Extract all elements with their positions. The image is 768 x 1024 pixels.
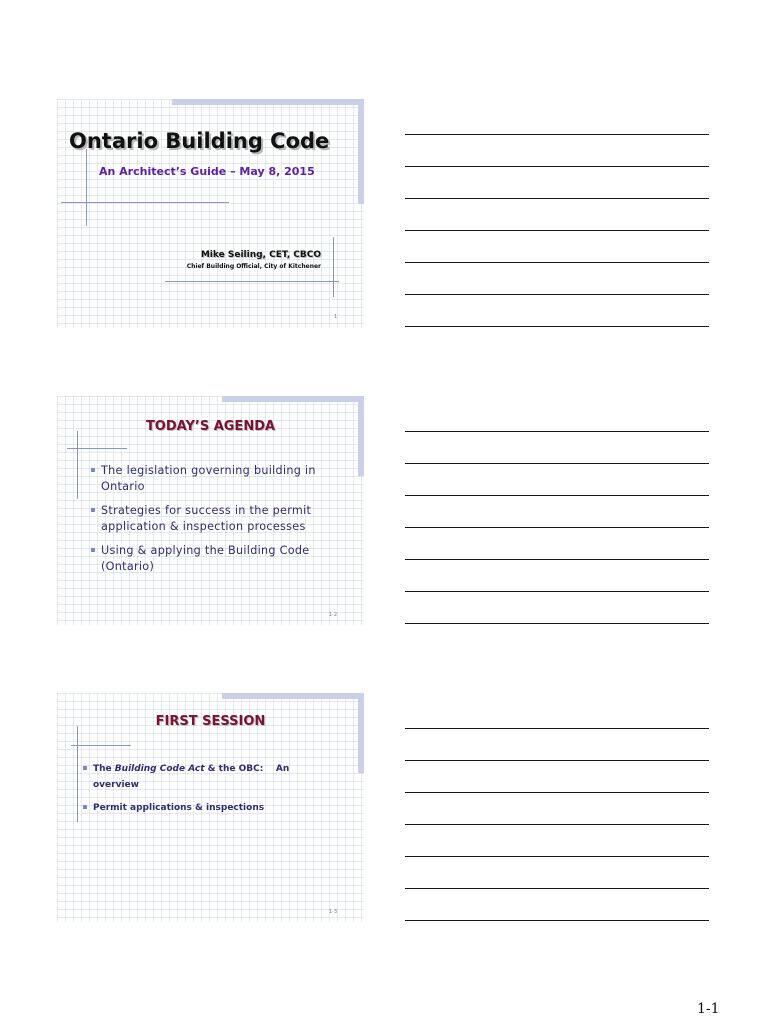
list-item: The legislation governing building in Ontario (91, 463, 353, 495)
list-item: The Building Code Act & the OBC: An overview (83, 761, 315, 793)
agenda-list (91, 463, 353, 575)
slide-number: 1-3 (328, 909, 337, 915)
bullet-icon (91, 468, 95, 472)
note-line (405, 326, 709, 327)
page-number: 1-1 (697, 1001, 720, 1017)
list-item: Strategies for success in the permit application & inspection processes (91, 503, 353, 535)
note-line (405, 495, 709, 496)
bullet-icon (91, 508, 95, 512)
slide-title: TODAY’S AGENDA (145, 419, 276, 434)
slide-decor-bar (358, 396, 364, 476)
note-line (405, 792, 709, 793)
list-item: Using & applying the Building Code (Ontario) (91, 543, 353, 575)
note-line (405, 591, 709, 592)
note-line (405, 888, 709, 889)
note-line (405, 623, 709, 624)
note-line (405, 856, 709, 857)
note-line (405, 230, 709, 231)
note-line (405, 198, 709, 199)
crosshair-decor (74, 445, 81, 452)
slide-decor-bar (358, 693, 364, 773)
decor-line (77, 431, 78, 499)
note-line (405, 463, 709, 464)
note-line (405, 527, 709, 528)
author-name: Mike Seiling, CET, CBCO (200, 250, 321, 260)
decor-line (86, 149, 87, 226)
bullet-icon (83, 766, 87, 770)
session-list (83, 761, 315, 816)
slide-title: Ontario Building Code (69, 129, 330, 153)
slide-1 (57, 99, 364, 328)
note-line (405, 294, 709, 295)
note-line (405, 559, 709, 560)
note-line (405, 262, 709, 263)
note-line (405, 920, 709, 921)
slide-subtitle: An Architect’s Guide – May 8, 2015 (99, 165, 315, 178)
crosshair-decor (330, 278, 337, 285)
decor-line (333, 237, 334, 297)
slide-title: FIRST SESSION (155, 714, 266, 729)
decor-line (165, 281, 339, 282)
note-line (405, 824, 709, 825)
slide-decor-bar (222, 396, 364, 402)
note-line (405, 166, 709, 167)
list-item: Permit applications & inspections (83, 800, 315, 816)
decor-line (61, 202, 229, 203)
slide-number: 1-2 (328, 612, 337, 618)
slide-2 (57, 396, 364, 625)
bullet-icon (91, 548, 95, 552)
slide-3 (57, 693, 364, 922)
author-role: Chief Building Official, City of Kitchener (186, 263, 321, 270)
decor-line (77, 726, 78, 822)
note-line (405, 431, 709, 432)
crosshair-decor (74, 742, 81, 749)
slide-decor-bar (222, 693, 364, 699)
slide-decor-bar (172, 99, 364, 105)
note-line (405, 134, 709, 135)
note-line (405, 760, 709, 761)
slide-decor-bar (358, 99, 364, 204)
slide-number: 1 (333, 314, 337, 320)
bullet-icon (83, 805, 87, 809)
note-line (405, 728, 709, 729)
